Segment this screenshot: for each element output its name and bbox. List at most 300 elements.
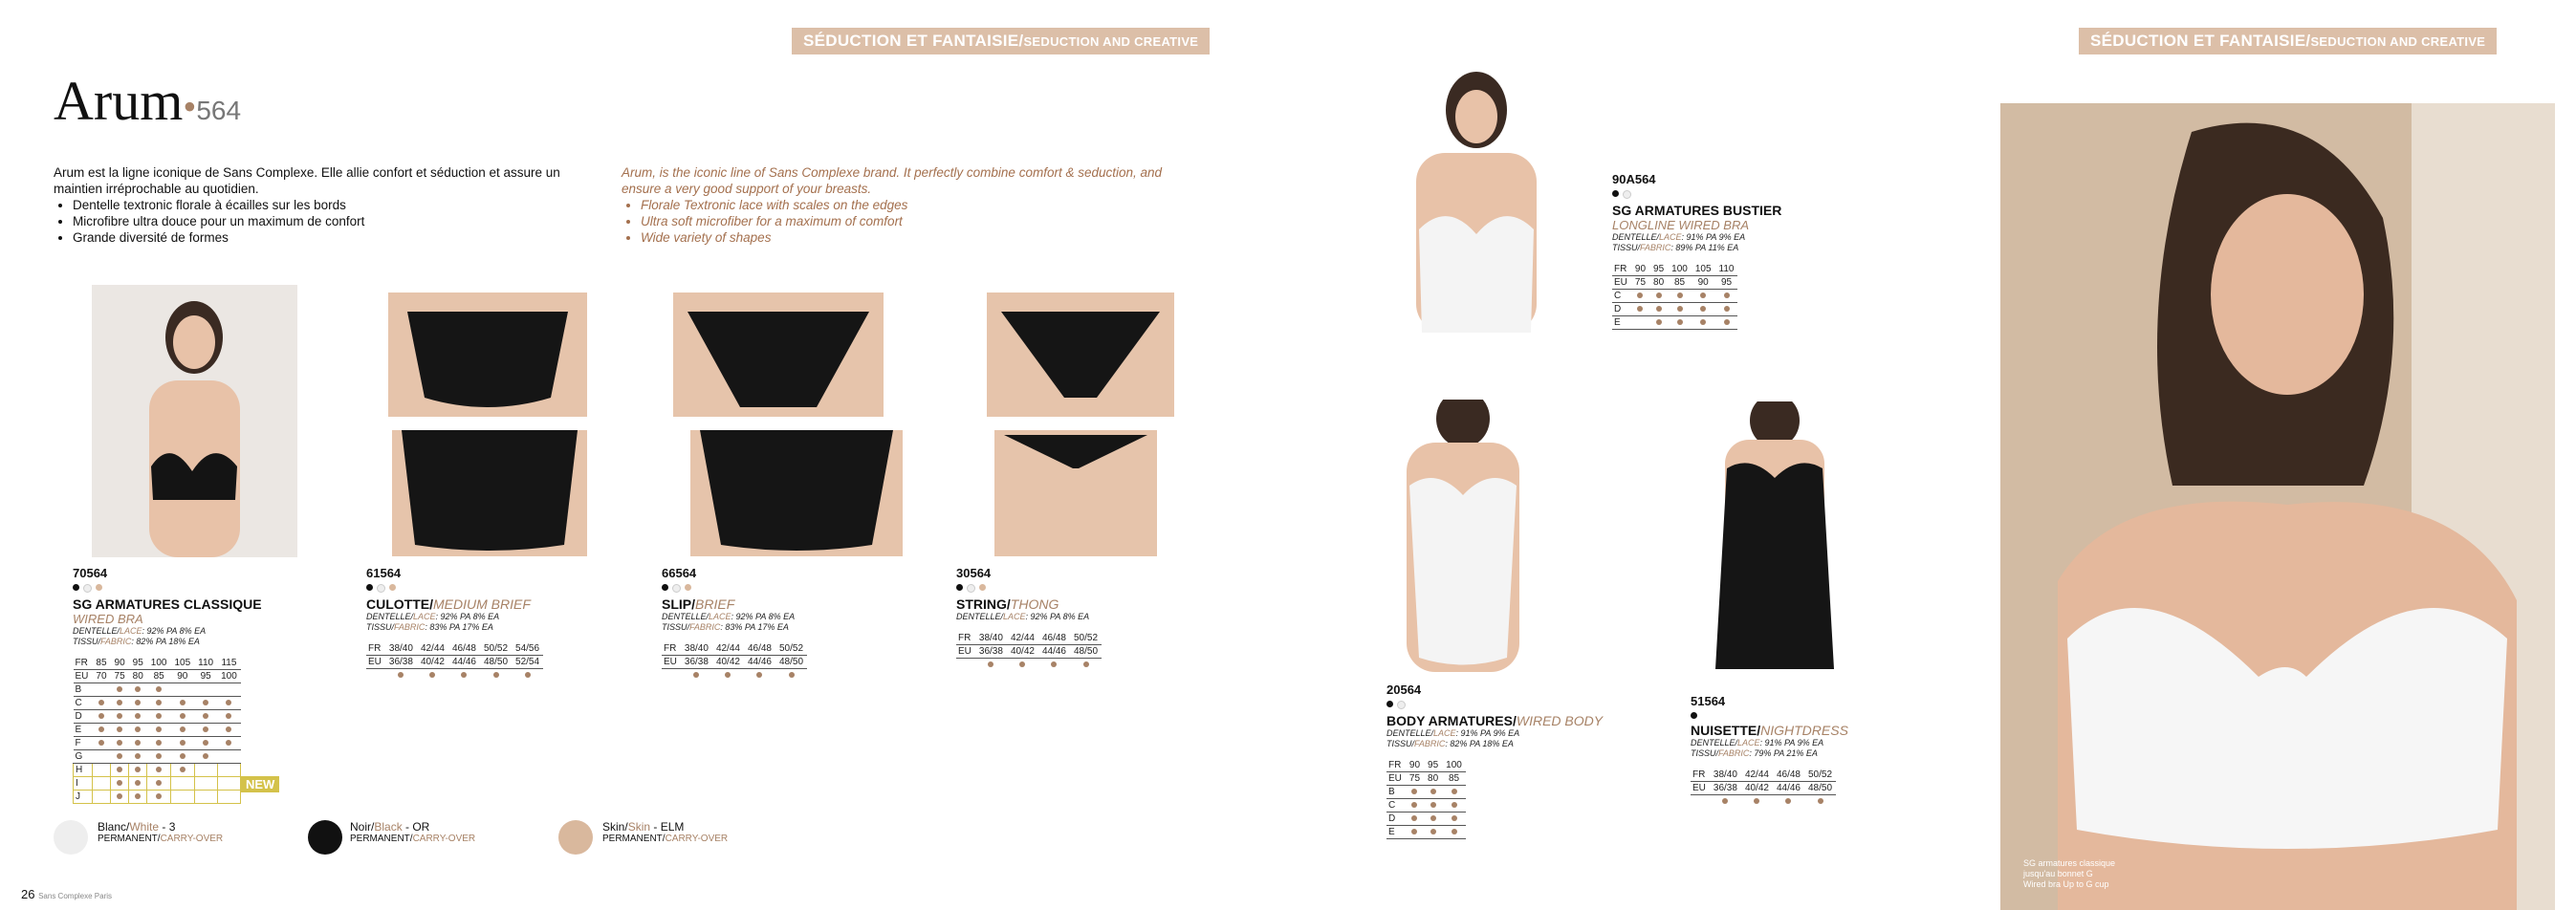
size-cell: 85 <box>1442 772 1466 786</box>
size-row <box>662 642 807 656</box>
availability-cell <box>129 724 147 737</box>
size-cell: 40/42 <box>1007 645 1038 659</box>
color-dots <box>662 584 807 593</box>
product-ref: 30564 <box>956 566 992 580</box>
availability-dot <box>1452 829 1457 834</box>
availability-cell <box>170 750 194 764</box>
availability-dot <box>156 793 162 799</box>
product-name-en: LONGLINE WIRED BRA <box>1612 218 1750 232</box>
availability-cell <box>92 791 110 804</box>
cup-label: B <box>1386 786 1406 799</box>
photo-brief-back <box>690 430 903 556</box>
size-cell: 46/48 <box>448 642 480 656</box>
comp-label-en: LACE <box>1659 232 1682 242</box>
color-dot-black <box>956 584 963 591</box>
availability-dot <box>1722 798 1728 804</box>
product-name-fr: BODY ARMATURES/ <box>1386 713 1517 728</box>
size-cell: FR <box>1612 263 1631 276</box>
product-66564 <box>662 566 807 682</box>
photo-thong-front <box>987 292 1174 417</box>
color-dot-skin <box>685 584 691 591</box>
comp-label: TISSU/ <box>1691 748 1719 758</box>
product-ref: 66564 <box>662 566 697 580</box>
availability-dot <box>1083 661 1089 667</box>
size-cell: 48/50 <box>480 656 512 669</box>
swatch-skin <box>558 820 593 855</box>
color-dot-white <box>83 584 92 593</box>
comp-value: : 91% PA 9% EA <box>1681 232 1746 242</box>
product-30564 <box>956 566 1102 671</box>
size-row <box>1386 772 1466 786</box>
perm-label-en: CARRY-OVER <box>665 834 729 844</box>
availability-cell <box>147 777 171 791</box>
photo-thong-back <box>994 430 1157 556</box>
availability-dot <box>1785 798 1791 804</box>
color-dot-black <box>662 584 668 591</box>
availability-cell <box>194 791 217 804</box>
size-cell: FR <box>662 642 681 656</box>
size-row <box>956 645 1102 659</box>
composition <box>366 622 543 633</box>
comp-label: TISSU/ <box>662 622 690 632</box>
availability-cell <box>129 750 147 764</box>
availability-dot <box>226 726 231 732</box>
size-cell: 70 <box>92 670 110 683</box>
availability-dot <box>135 726 141 732</box>
intro-en-bullet: • Ultra soft microfiber for a maximum of comfort <box>641 213 1176 229</box>
availability-dot <box>1724 292 1730 298</box>
availability-cell <box>147 750 171 764</box>
color-name: Blanc/ <box>98 820 130 834</box>
size-row <box>956 632 1102 645</box>
availability-cell <box>170 764 194 777</box>
banner-en: SEDUCTION AND CREATIVE <box>2310 34 2486 49</box>
availability-cell <box>217 710 241 724</box>
availability-dot <box>180 740 186 746</box>
availability-cell <box>111 737 129 750</box>
availability-dot <box>1430 815 1436 821</box>
availability-cell <box>147 791 171 804</box>
availability-cell <box>92 710 110 724</box>
availability-cell <box>1692 303 1715 316</box>
availability-cell <box>147 683 171 697</box>
availability-dot <box>180 753 186 759</box>
availability-cell <box>512 669 543 682</box>
availability-cell <box>1406 786 1424 799</box>
size-cell: 75 <box>1631 276 1649 290</box>
availability-cell <box>129 764 147 777</box>
availability-cell <box>1668 303 1692 316</box>
cup-label: E <box>1612 316 1631 330</box>
availability-cell <box>1631 290 1649 303</box>
comp-label-en: FABRIC <box>100 637 132 646</box>
cup-row <box>74 683 241 697</box>
size-cell: 40/42 <box>712 656 744 669</box>
comp-label: TISSU/ <box>366 622 395 632</box>
cup-label: C <box>1612 290 1631 303</box>
size-cell: 46/48 <box>1773 769 1804 782</box>
cup-row <box>1386 799 1466 812</box>
availability-cell <box>1649 290 1668 303</box>
availability-dot <box>117 753 122 759</box>
size-row <box>1691 782 1836 795</box>
size-cell: 50/52 <box>1804 769 1836 782</box>
availability-cell <box>194 710 217 724</box>
availability-cell <box>1442 826 1466 839</box>
composition <box>366 612 543 622</box>
title-dot: • <box>183 85 197 128</box>
availability-dot <box>98 713 104 719</box>
size-cell: 75 <box>1406 772 1424 786</box>
availability-cell <box>385 669 417 682</box>
availability-cell <box>92 724 110 737</box>
availability-cell <box>681 669 712 682</box>
cup-label: D <box>74 710 93 724</box>
perm-label-en: CARRY-OVER <box>160 834 224 844</box>
color-legend-white <box>98 820 223 844</box>
footer-brand: Sans Complexe Paris <box>38 892 113 900</box>
availability-dot <box>429 672 435 678</box>
size-cell: 50/52 <box>775 642 807 656</box>
size-cell: 95 <box>1715 276 1738 290</box>
cup-label: D <box>1386 812 1406 826</box>
intro-en-bullet: • Florale Textronic lace with scales on the edges <box>641 197 1176 213</box>
availability-cell <box>92 697 110 710</box>
availability-dot <box>398 672 404 678</box>
size-cell: 36/38 <box>975 645 1007 659</box>
availability-cell <box>147 737 171 750</box>
availability-dot <box>1677 292 1683 298</box>
comp-value: : 79% PA 21% EA <box>1749 748 1818 758</box>
model-photo-wired-body <box>1383 400 1543 672</box>
comp-value: : 92% PA 8% EA <box>435 612 500 621</box>
size-cell: FR <box>956 632 975 645</box>
availability-cell <box>170 791 194 804</box>
color-dots <box>1386 701 1603 709</box>
availability-cell <box>111 697 129 710</box>
cup-label: B <box>74 683 93 697</box>
page-footer <box>21 887 112 901</box>
availability-cell <box>194 750 217 764</box>
size-cell: 75 <box>111 670 129 683</box>
availability-dot <box>117 793 122 799</box>
availability-dot <box>1411 789 1417 794</box>
availability-dot <box>203 713 208 719</box>
availability-cell <box>1692 290 1715 303</box>
color-dot-skin <box>389 584 396 591</box>
size-cell: 85 <box>92 657 110 670</box>
availability-dot <box>135 700 141 705</box>
size-cell: 44/46 <box>1038 645 1070 659</box>
color-legend-black <box>350 820 475 844</box>
size-cell: 36/38 <box>681 656 712 669</box>
intro-fr-bullet: • Microfibre ultra douce pour un maximum de confort <box>73 213 589 229</box>
photo-brief-front <box>673 292 884 417</box>
availability-dot <box>1452 815 1457 821</box>
availability-cell <box>194 737 217 750</box>
availability-dot <box>117 713 122 719</box>
availability-cell <box>1631 303 1649 316</box>
availability-cell <box>1668 290 1692 303</box>
size-table <box>366 642 543 682</box>
availability-cell <box>194 777 217 791</box>
cup-label: H <box>74 764 93 777</box>
availability-dot <box>226 700 231 705</box>
composition <box>1612 232 1781 243</box>
availability-cell <box>217 697 241 710</box>
comp-label: DENTELLE/ <box>662 612 709 621</box>
availability-dot <box>789 672 795 678</box>
product-name <box>366 596 543 612</box>
size-cell: 80 <box>129 670 147 683</box>
availability-dot <box>203 740 208 746</box>
cup-row <box>74 764 241 777</box>
availability-cell <box>170 737 194 750</box>
size-cell: FR <box>366 642 385 656</box>
availability-dot <box>1051 661 1057 667</box>
availability-dot <box>756 672 762 678</box>
availability-cell <box>111 791 129 804</box>
size-row <box>1386 759 1466 772</box>
availability-dot <box>98 726 104 732</box>
color-code: - OR <box>402 820 430 834</box>
availability-cell <box>129 683 147 697</box>
availability-dot <box>1677 306 1683 312</box>
availability-dot <box>1724 306 1730 312</box>
comp-label: DENTELLE/ <box>1386 728 1434 738</box>
cup-row <box>1612 290 1737 303</box>
size-cell: 42/44 <box>1741 769 1773 782</box>
composition <box>1691 738 1848 748</box>
size-cell: 80 <box>1649 276 1668 290</box>
product-ref: 61564 <box>366 566 402 580</box>
availability-cell <box>1692 316 1715 330</box>
size-cell: EU <box>366 656 385 669</box>
availability-cell <box>170 710 194 724</box>
product-61564 <box>366 566 543 682</box>
cup-label: E <box>74 724 93 737</box>
size-table <box>956 632 1102 671</box>
caption-line: SG armatures classique <box>2023 858 2116 868</box>
availability-dot <box>226 740 231 746</box>
color-code: - 3 <box>159 820 176 834</box>
availability-cell <box>92 683 110 697</box>
availability-cell <box>111 750 129 764</box>
color-dots <box>1691 712 1848 719</box>
size-cell: 105 <box>170 657 194 670</box>
availability-cell <box>147 697 171 710</box>
comp-label-en: FABRIC <box>1718 748 1750 758</box>
product-ref: 70564 <box>73 566 108 580</box>
color-dots <box>956 584 1102 593</box>
availability-cell <box>170 697 194 710</box>
availability-dot <box>203 726 208 732</box>
cup-label: F <box>74 737 93 750</box>
size-row <box>1691 769 1836 782</box>
availability-cell <box>194 764 217 777</box>
availability-cell <box>956 659 975 672</box>
caption-line: Wired bra Up to G cup <box>2023 879 2109 889</box>
color-name: Noir/ <box>350 820 375 834</box>
availability-dot <box>1637 292 1643 298</box>
availability-cell <box>1070 659 1102 672</box>
new-badge: NEW <box>241 776 279 792</box>
availability-dot <box>180 700 186 705</box>
size-table <box>73 657 241 804</box>
availability-dot <box>1411 829 1417 834</box>
cup-row <box>1386 812 1466 826</box>
comp-value: : 91% PA 9% EA <box>1455 728 1520 738</box>
comp-label-en: FABRIC <box>1414 739 1446 748</box>
size-cell: 38/40 <box>385 642 417 656</box>
cup-label: J <box>74 791 93 804</box>
size-row <box>1612 263 1737 276</box>
availability-dot <box>117 700 122 705</box>
availability-cell <box>1773 795 1804 809</box>
intro-fr-bullet: • Grande diversité de formes <box>73 229 589 246</box>
color-dot-skin <box>96 584 102 591</box>
product-name: SG ARMATURES BUSTIER <box>1612 203 1782 218</box>
color-dot-black <box>1386 701 1393 707</box>
availability-cell <box>147 764 171 777</box>
availability-cell <box>1710 795 1741 809</box>
swatch-black <box>308 820 342 855</box>
section-banner-right <box>2079 28 2497 54</box>
comp-label-en: LACE <box>120 626 142 636</box>
availability-cell <box>1691 795 1710 809</box>
availability-cell <box>170 777 194 791</box>
size-cell: 90 <box>111 657 129 670</box>
cup-label: D <box>1612 303 1631 316</box>
availability-dot <box>1452 789 1457 794</box>
swatch-white <box>54 820 88 855</box>
availability-cell <box>744 669 775 682</box>
color-name-en: Skin <box>627 820 651 834</box>
color-dot-white <box>377 584 385 593</box>
availability-dot <box>1656 292 1662 298</box>
availability-cell <box>129 737 147 750</box>
size-cell: 90 <box>170 670 194 683</box>
cup-row <box>1386 786 1466 799</box>
product-name: SG ARMATURES CLASSIQUE <box>73 596 262 612</box>
availability-cell <box>194 724 217 737</box>
availability-cell <box>1741 795 1773 809</box>
availability-cell <box>662 669 681 682</box>
availability-cell <box>1631 316 1649 330</box>
availability-cell <box>366 669 385 682</box>
availability-dot <box>98 700 104 705</box>
size-row <box>1612 276 1737 290</box>
availability-dot <box>493 672 499 678</box>
availability-dot <box>1430 802 1436 808</box>
size-cell: 38/40 <box>1710 769 1741 782</box>
availability-cell <box>1442 799 1466 812</box>
availability-dot <box>988 661 993 667</box>
size-cell: EU <box>956 645 975 659</box>
size-table <box>1386 759 1466 839</box>
availability-cell <box>1007 659 1038 672</box>
caption-line: jusqu'au bonnet G <box>2023 869 2093 878</box>
cup-row <box>74 697 241 710</box>
availability-dot <box>1677 319 1683 325</box>
comp-value: : 92% PA 8% EA <box>1025 612 1090 621</box>
availability-cell <box>1406 826 1424 839</box>
availability-dot <box>1411 802 1417 808</box>
product-name-en: THONG <box>1010 596 1059 612</box>
availability-cell <box>1804 795 1836 809</box>
availability-cell <box>111 710 129 724</box>
availability-cell <box>194 697 217 710</box>
page-number: 26 <box>21 887 35 901</box>
availability-cell <box>1038 659 1070 672</box>
size-cell: 36/38 <box>385 656 417 669</box>
color-dots <box>366 584 543 593</box>
size-cell: 48/50 <box>1070 645 1102 659</box>
size-cell: 54/56 <box>512 642 543 656</box>
availability-cell <box>1715 303 1738 316</box>
availability-cell <box>217 737 241 750</box>
cup-row <box>1612 303 1737 316</box>
composition <box>662 612 807 622</box>
availability-cell <box>1424 812 1442 826</box>
availability-dot <box>226 713 231 719</box>
size-cell: 90 <box>1406 759 1424 772</box>
comp-label-en: LACE <box>1003 612 1026 621</box>
availability-cell <box>92 737 110 750</box>
size-cell: 38/40 <box>975 632 1007 645</box>
size-cell: 46/48 <box>744 642 775 656</box>
availability-dot <box>135 686 141 692</box>
availability-dot <box>1700 319 1706 325</box>
product-ref: 51564 <box>1691 694 1726 708</box>
availability-cell <box>217 683 241 697</box>
color-name-en: White <box>129 820 160 834</box>
size-cell: 42/44 <box>1007 632 1038 645</box>
color-code: - ELM <box>650 820 685 834</box>
availability-dot <box>156 767 162 772</box>
availability-cell <box>975 659 1007 672</box>
color-name-en: Black <box>374 820 403 834</box>
availability-cell <box>417 669 448 682</box>
product-ref: 90A564 <box>1612 172 1656 186</box>
availability-cell <box>1649 316 1668 330</box>
availability-dot <box>1656 306 1662 312</box>
availability-dot <box>156 740 162 746</box>
availability-dot <box>135 713 141 719</box>
color-dots <box>73 584 262 593</box>
cup-row <box>74 750 241 764</box>
size-cell: 44/46 <box>1773 782 1804 795</box>
availability-cell <box>111 764 129 777</box>
banner-en: SEDUCTION AND CREATIVE <box>1023 34 1199 49</box>
size-cell: 50/52 <box>480 642 512 656</box>
composition <box>662 622 807 633</box>
size-cell: 100 <box>147 657 171 670</box>
composition <box>73 637 262 647</box>
banner-fr: SÉDUCTION ET FANTAISIE/ <box>803 32 1024 50</box>
availability-cell <box>111 683 129 697</box>
product-20564 <box>1386 682 1603 839</box>
cup-row <box>74 777 241 791</box>
color-name: Skin/ <box>602 820 628 834</box>
size-row <box>662 656 807 669</box>
comp-label-en: LACE <box>709 612 731 621</box>
availability-cell <box>1715 316 1738 330</box>
section-banner-left <box>792 28 1210 54</box>
color-legend-skin <box>602 820 728 844</box>
availability-dot <box>1754 798 1759 804</box>
availability-cell <box>1424 799 1442 812</box>
